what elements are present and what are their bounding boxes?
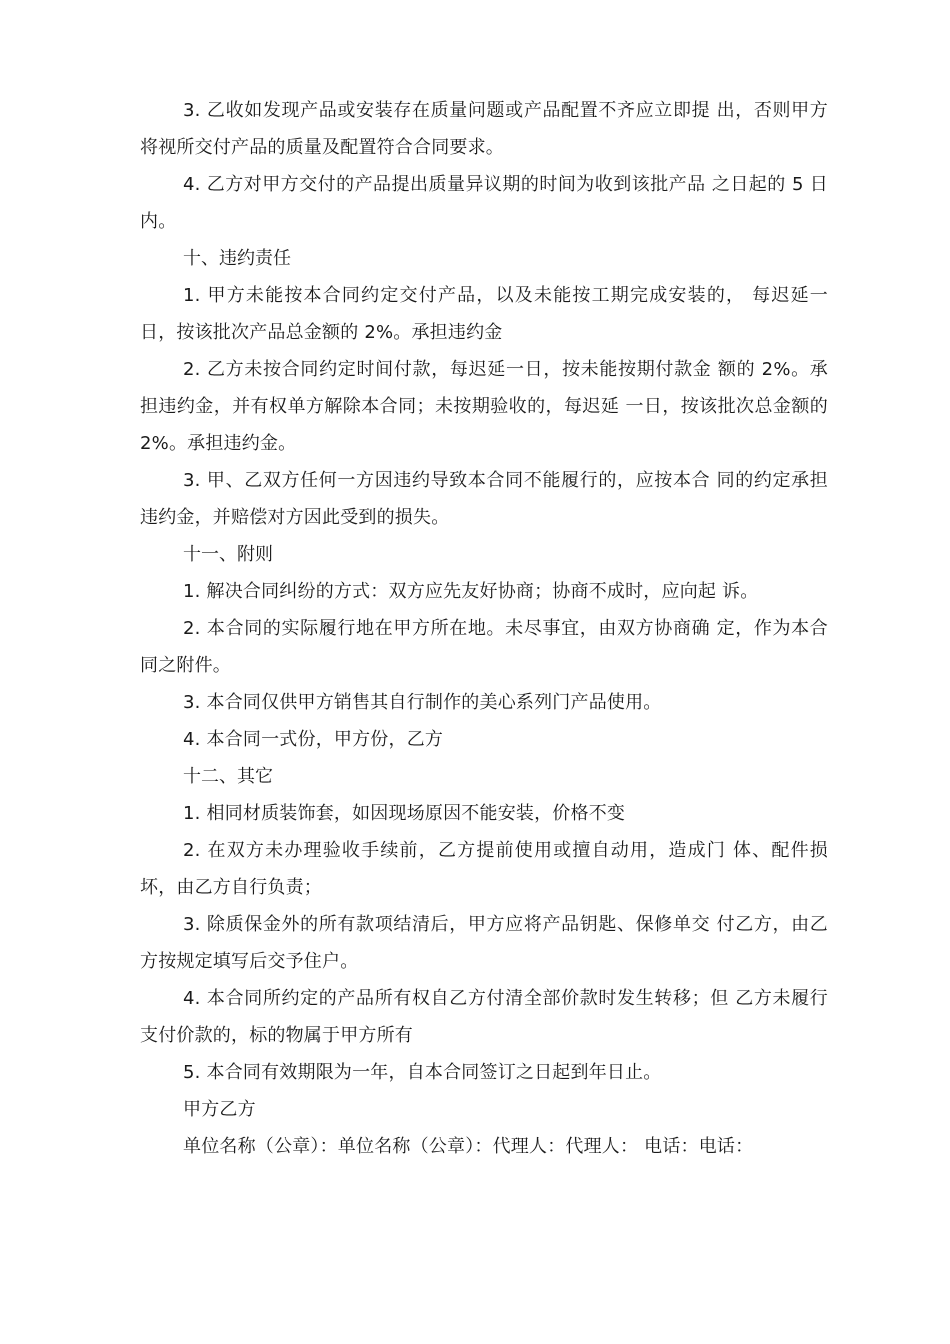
paragraph-12-2: 2. 在双方未办理验收手续前，乙方提前使用或擅自动用，造成门 体、配件损坏，由乙方自行负责；	[140, 840, 828, 898]
paragraph-9-3: 3. 乙收如发现产品或安装存在质量问题或产品配置不齐应立即提 出，否则甲方将视所交付产品的质量及配置符合合同要求。	[140, 100, 828, 158]
paragraph-11-4: 4. 本合同一式份，甲方份，乙方	[183, 729, 444, 750]
document-page	[140, 92, 828, 1165]
section-heading-12: 十二、其它	[183, 766, 273, 787]
paragraph-11-2: 2. 本合同的实际履行地在甲方所在地。未尽事宜，由双方协商确 定，作为本合同之附件。	[140, 618, 828, 676]
section-heading-10: 十、违约责任	[183, 248, 291, 269]
signature-fields: 单位名称（公章）：单位名称（公章）：代理人：代理人： 电话：电话：	[183, 1136, 754, 1157]
paragraph-11-1: 1. 解决合同纠纷的方式：双方应先友好协商；协商不成时，应向起 诉。	[183, 581, 759, 602]
paragraph-10-1: 1. 甲方未能按本合同约定交付产品，以及未能按工期完成安装的， 每迟延一日，按该批次产品总金额的 2%。承担违约金	[140, 285, 828, 343]
paragraph-10-2: 2. 乙方未按合同约定时间付款，每迟延一日，按未能按期付款金 额的 2%。承担违约金，并有权单方解除本合同；未按期验收的，每迟延 一日，按该批次总金额的 2%。承担违约金。	[140, 359, 828, 454]
paragraph-12-5: 5. 本合同有效期限为一年，自本合同签订之日起到年日止。	[183, 1062, 662, 1083]
paragraph-11-3: 3. 本合同仅供甲方销售其自行制作的美心系列门产品使用。	[183, 692, 662, 713]
paragraph-12-3: 3. 除质保金外的所有款项结清后，甲方应将产品钥匙、保修单交 付乙方，由乙方按规定填写后交予住户。	[140, 914, 828, 972]
section-heading-11: 十一、附则	[183, 544, 273, 565]
paragraph-9-4: 4. 乙方对甲方交付的产品提出质量异议期的时间为收到该批产品 之日起的 5 日内。	[140, 174, 828, 232]
paragraph-12-1: 1. 相同材质装饰套，如因现场原因不能安装，价格不变	[183, 803, 626, 824]
signature-parties: 甲方乙方	[183, 1099, 256, 1120]
paragraph-12-4: 4. 本合同所约定的产品所有权自乙方付清全部价款时发生转移；但 乙方未履行支付价款的，标的物属于甲方所有	[140, 988, 828, 1046]
paragraph-10-3: 3. 甲、乙双方任何一方因违约导致本合同不能履行的，应按本合 同的约定承担违约金，并赔偿对方因此受到的损失。	[140, 470, 828, 528]
